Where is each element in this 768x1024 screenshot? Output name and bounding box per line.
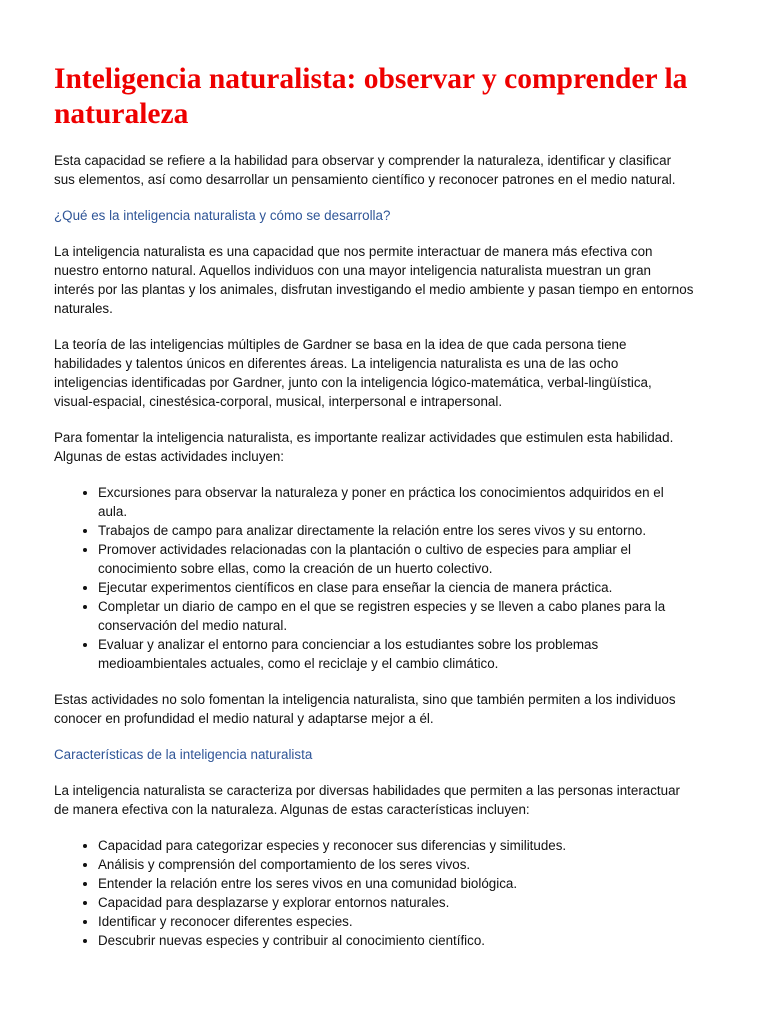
document-page [54, 62, 694, 967]
paragraph: La inteligencia naturalista se caracteriza por diversas habilidades que permiten a las personas interactuar de manera efectiva con la naturaleza. Algunas de estas características incluyen: [54, 783, 680, 817]
intro-paragraph: Esta capacidad se refiere a la habilidad para observar y comprender la naturaleza, identificar y clasificar sus elementos, así como desarrollar un pensamiento científico y reconocer patrones en el medio natural. [54, 153, 676, 187]
activities-list [54, 483, 694, 673]
list-item: • Trabajos de campo para analizar directamente la relación entre los seres vivos y su entorno. [98, 521, 694, 540]
list-item: • Análisis y comprensión del comportamiento de los seres vivos. [98, 855, 694, 874]
paragraph: La teoría de las inteligencias múltiples de Gardner se basa en la idea de que cada persona tiene habilidades y talentos únicos en diferentes áreas. La inteligencia naturalista es una de las ocho inteligencias identificadas por Gardner, junto con la inteligencia lógico-matemática, verbal-lingüística, visual-espacial, cinestésica-corporal, musical, interpersonal e intrapersonal. [54, 337, 652, 409]
list-item: • Completar un diario de campo en el que se registren especies y se lleven a cabo planes para la conservación del medio natural. [98, 597, 694, 635]
characteristics-list [54, 836, 694, 950]
paragraph: Estas actividades no solo fomentan la inteligencia naturalista, sino que también permiten a los individuos conocer en profundidad el medio natural y adaptarse mejor a él. [54, 692, 676, 726]
section-heading-what-is: ¿Qué es la inteligencia naturalista y cómo se desarrolla? [54, 208, 391, 223]
list-item: • Identificar y reconocer diferentes especies. [98, 912, 694, 931]
section-heading-characteristics: Características de la inteligencia naturalista [54, 747, 313, 762]
list-item: • Entender la relación entre los seres vivos en una comunidad biológica. [98, 874, 694, 893]
list-item: • Evaluar y analizar el entorno para concienciar a los estudiantes sobre los problemas medioambientales actuales, como el reciclaje y el cambio climático. [98, 635, 694, 673]
list-item: • Capacidad para desplazarse y explorar entornos naturales. [98, 893, 694, 912]
paragraph: La inteligencia naturalista es una capacidad que nos permite interactuar de manera más efectiva con nuestro entorno natural. Aquellos individuos con una mayor inteligencia naturalista muestran un gran interés por las plantas y los animales, disfrutan investigando el medio ambiente y pasan tiempo en entornos naturales. [54, 244, 694, 316]
list-item: • Ejecutar experimentos científicos en clase para enseñar la ciencia de manera práctica. [98, 578, 694, 597]
list-item: • Excursiones para observar la naturaleza y poner en práctica los conocimientos adquiridos en el aula. [98, 483, 694, 521]
page-title: Inteligencia naturalista: observar y comprender la naturaleza [54, 63, 688, 130]
list-item: • Descubrir nuevas especies y contribuir al conocimiento científico. [98, 931, 694, 950]
list-item: • Promover actividades relacionadas con la plantación o cultivo de especies para ampliar el conocimiento sobre ellas, como la creación de un huerto colectivo. [98, 540, 694, 578]
list-item: • Capacidad para categorizar especies y reconocer sus diferencias y similitudes. [98, 836, 694, 855]
paragraph: Para fomentar la inteligencia naturalista, es importante realizar actividades que estimulen esta habilidad. Algunas de estas actividades incluyen: [54, 430, 674, 464]
